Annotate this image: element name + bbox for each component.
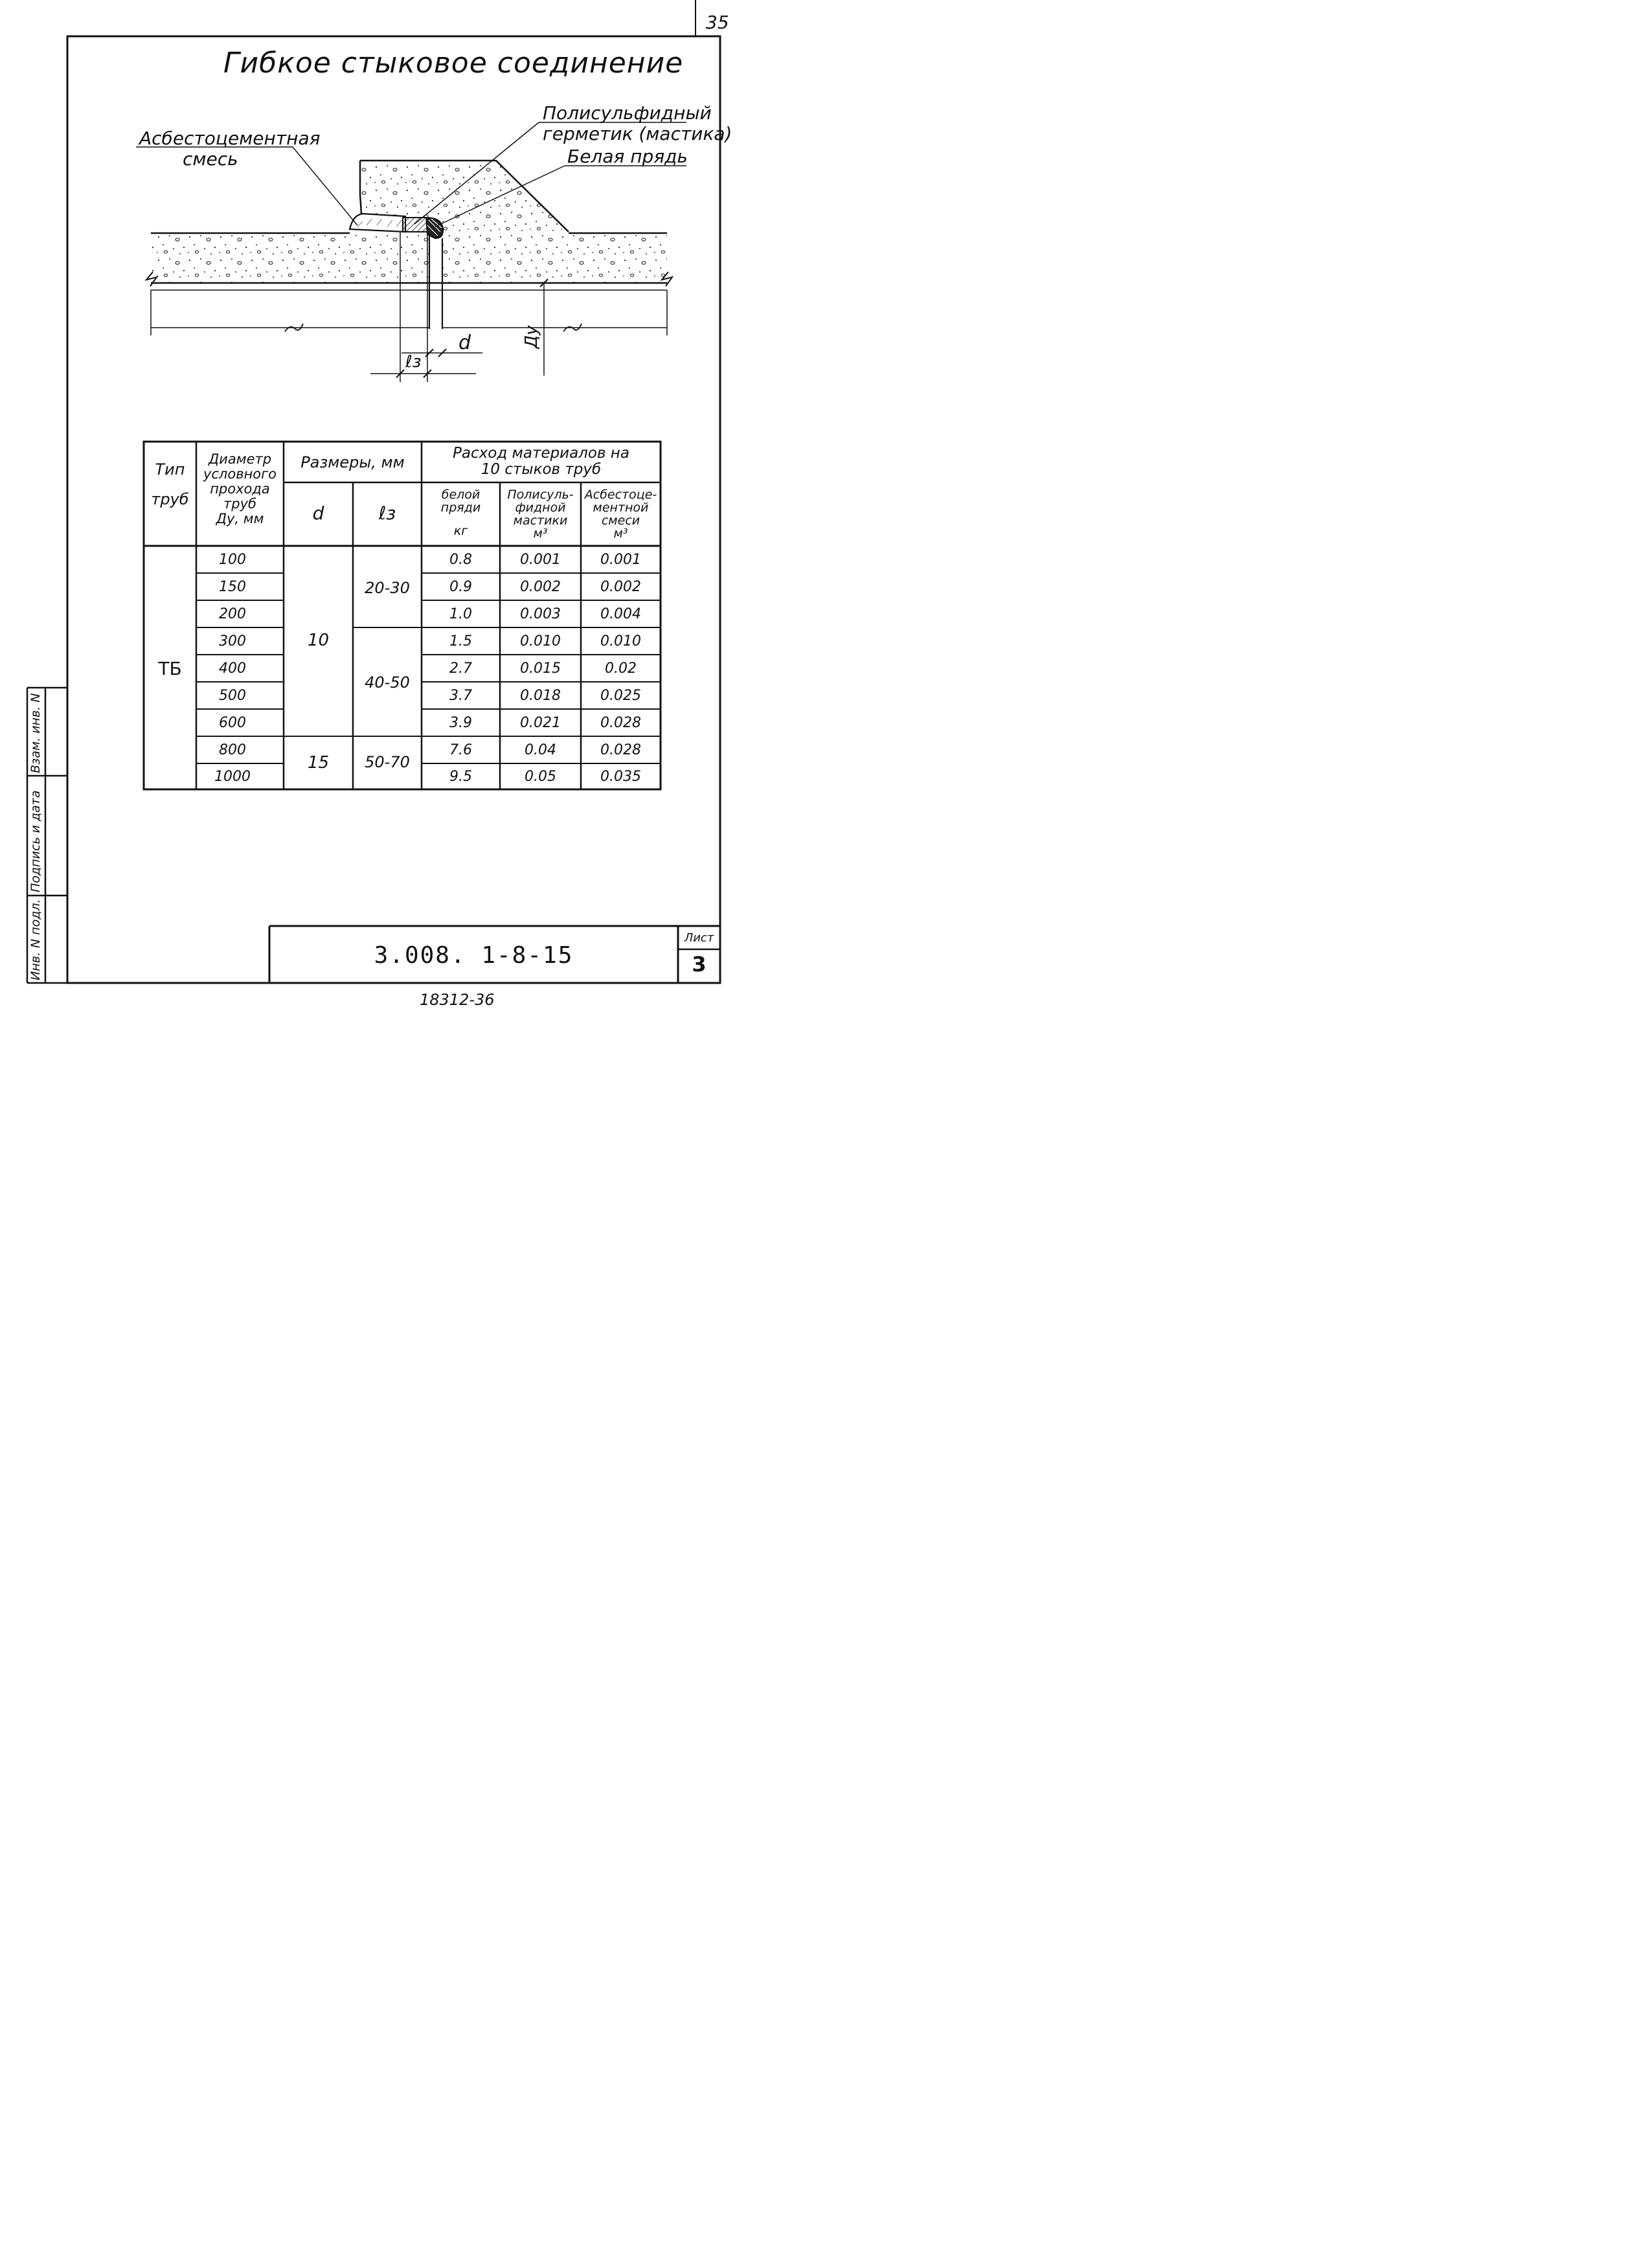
header-strand-l3: кг bbox=[453, 524, 468, 538]
header-asbestos-l1: Асбестоце- bbox=[584, 488, 657, 502]
header-asbestos bbox=[581, 488, 661, 540]
header-pipe-type: Тип труб bbox=[151, 460, 189, 508]
header-consumption-l1: Расход материалов на bbox=[453, 445, 629, 462]
sheet-number: 3 bbox=[692, 952, 707, 976]
cell-pipe-type: ТБ bbox=[158, 658, 182, 679]
cell-asbestos: 0.028 bbox=[600, 715, 641, 731]
cell-asbestos: 0.001 bbox=[600, 552, 641, 568]
header-strand-l2: пряди bbox=[440, 501, 481, 515]
cell-dy: 150 bbox=[219, 579, 246, 595]
cell-dy: 300 bbox=[219, 633, 246, 649]
cell-dy: 200 bbox=[219, 606, 246, 622]
doc-code: 3.008. 1-8-15 bbox=[374, 942, 574, 969]
header-strand-l1: белой bbox=[441, 488, 481, 502]
header-diameter-l5: Ду, мм bbox=[216, 511, 264, 526]
cell-dy: 100 bbox=[219, 552, 246, 568]
cell-sealant: 0.021 bbox=[520, 715, 561, 731]
cell-dy: 500 bbox=[219, 688, 246, 704]
cell-strand: 3.7 bbox=[449, 688, 472, 704]
cell-asbestos: 0.028 bbox=[600, 742, 641, 758]
sheet-label: Лист bbox=[684, 931, 714, 945]
cell-sealant: 0.001 bbox=[520, 552, 561, 568]
cell-l3-40-50: 40-50 bbox=[365, 673, 410, 692]
corner-page-number: 35 bbox=[706, 12, 729, 33]
header-asbestos-l4: м³ bbox=[613, 526, 628, 541]
cell-asbestos: 0.004 bbox=[600, 606, 641, 622]
stamp-inv-replace: Взам. инв. N bbox=[28, 693, 43, 773]
header-sizes: Размеры, мм bbox=[300, 453, 405, 471]
label-asbestos-mix: Асбестоцементная bbox=[139, 128, 321, 149]
bottom-number: 18312-36 bbox=[420, 991, 495, 1009]
stamp-inv-orig: Инв. N подл. bbox=[28, 899, 43, 980]
header-l3: ℓз bbox=[378, 502, 396, 524]
header-diameter-l2: условного bbox=[203, 466, 277, 482]
cell-asbestos: 0.02 bbox=[605, 660, 637, 677]
cell-strand: 1.0 bbox=[449, 606, 472, 622]
cell-sealant: 0.003 bbox=[520, 606, 561, 622]
cell-l3-20-30: 20-30 bbox=[365, 579, 410, 597]
cell-sealant: 0.015 bbox=[520, 660, 561, 677]
cell-dy: 800 bbox=[219, 742, 246, 758]
cell-sealant: 0.010 bbox=[520, 633, 561, 649]
header-sealant-l2: фидной bbox=[515, 501, 566, 515]
dim-l3-label: ℓз bbox=[405, 352, 422, 372]
label-sealant: Полисульфидный bbox=[543, 102, 712, 124]
cell-asbestos: 0.035 bbox=[600, 769, 641, 785]
header-diameter bbox=[196, 452, 284, 526]
dim-dy-label: Ду bbox=[522, 325, 541, 348]
header-asbestos-l2: ментной bbox=[593, 501, 649, 515]
header-consumption-l2: 10 стыков труб bbox=[481, 461, 602, 478]
header-sealant bbox=[500, 488, 581, 540]
header-sealant-l4: м³ bbox=[533, 526, 548, 541]
cell-strand: 9.5 bbox=[449, 769, 472, 785]
cell-dy: 400 bbox=[219, 660, 246, 677]
cell-dy: 600 bbox=[219, 715, 246, 731]
cell-sealant: 0.04 bbox=[525, 742, 556, 758]
cell-asbestos: 0.025 bbox=[600, 688, 641, 704]
label-white-strand: Белая прядь bbox=[567, 146, 688, 167]
header-diameter-l1: Диаметр bbox=[208, 451, 272, 467]
stamp-sign-date: Подпись и дата bbox=[28, 790, 43, 892]
header-asbestos-l3: смеси bbox=[601, 513, 640, 528]
label-asbestos-mix-2: смесь bbox=[183, 148, 238, 170]
header-sealant-l1: Полисуль- bbox=[507, 488, 574, 502]
cell-asbestos: 0.002 bbox=[600, 579, 641, 595]
cell-strand: 1.5 bbox=[449, 633, 472, 649]
dim-d-label: d bbox=[458, 332, 471, 354]
page-title: Гибкое стыковое соединение bbox=[223, 47, 684, 80]
header-d: d bbox=[312, 502, 324, 524]
cell-dy: 1000 bbox=[214, 769, 251, 785]
cell-strand: 0.9 bbox=[449, 579, 472, 595]
cell-strand: 2.7 bbox=[449, 660, 472, 677]
cell-d-10: 10 bbox=[307, 631, 330, 650]
cell-sealant: 0.05 bbox=[525, 769, 556, 785]
header-consumption bbox=[422, 446, 661, 478]
cell-sealant: 0.002 bbox=[520, 579, 561, 595]
cell-asbestos: 0.010 bbox=[600, 633, 641, 649]
cell-strand: 0.8 bbox=[449, 552, 472, 568]
cell-strand: 7.6 bbox=[449, 742, 472, 758]
header-diameter-l3: прохода bbox=[210, 481, 270, 497]
cell-sealant: 0.018 bbox=[520, 688, 561, 704]
header-strand bbox=[422, 488, 500, 537]
cell-l3-50-70: 50-70 bbox=[365, 753, 410, 771]
label-sealant-2: герметик (мастика) bbox=[543, 123, 732, 144]
header-sealant-l3: мастики bbox=[513, 513, 568, 528]
cell-strand: 3.9 bbox=[449, 715, 472, 731]
header-diameter-l4: труб bbox=[223, 496, 256, 512]
cell-d-15: 15 bbox=[307, 753, 330, 773]
